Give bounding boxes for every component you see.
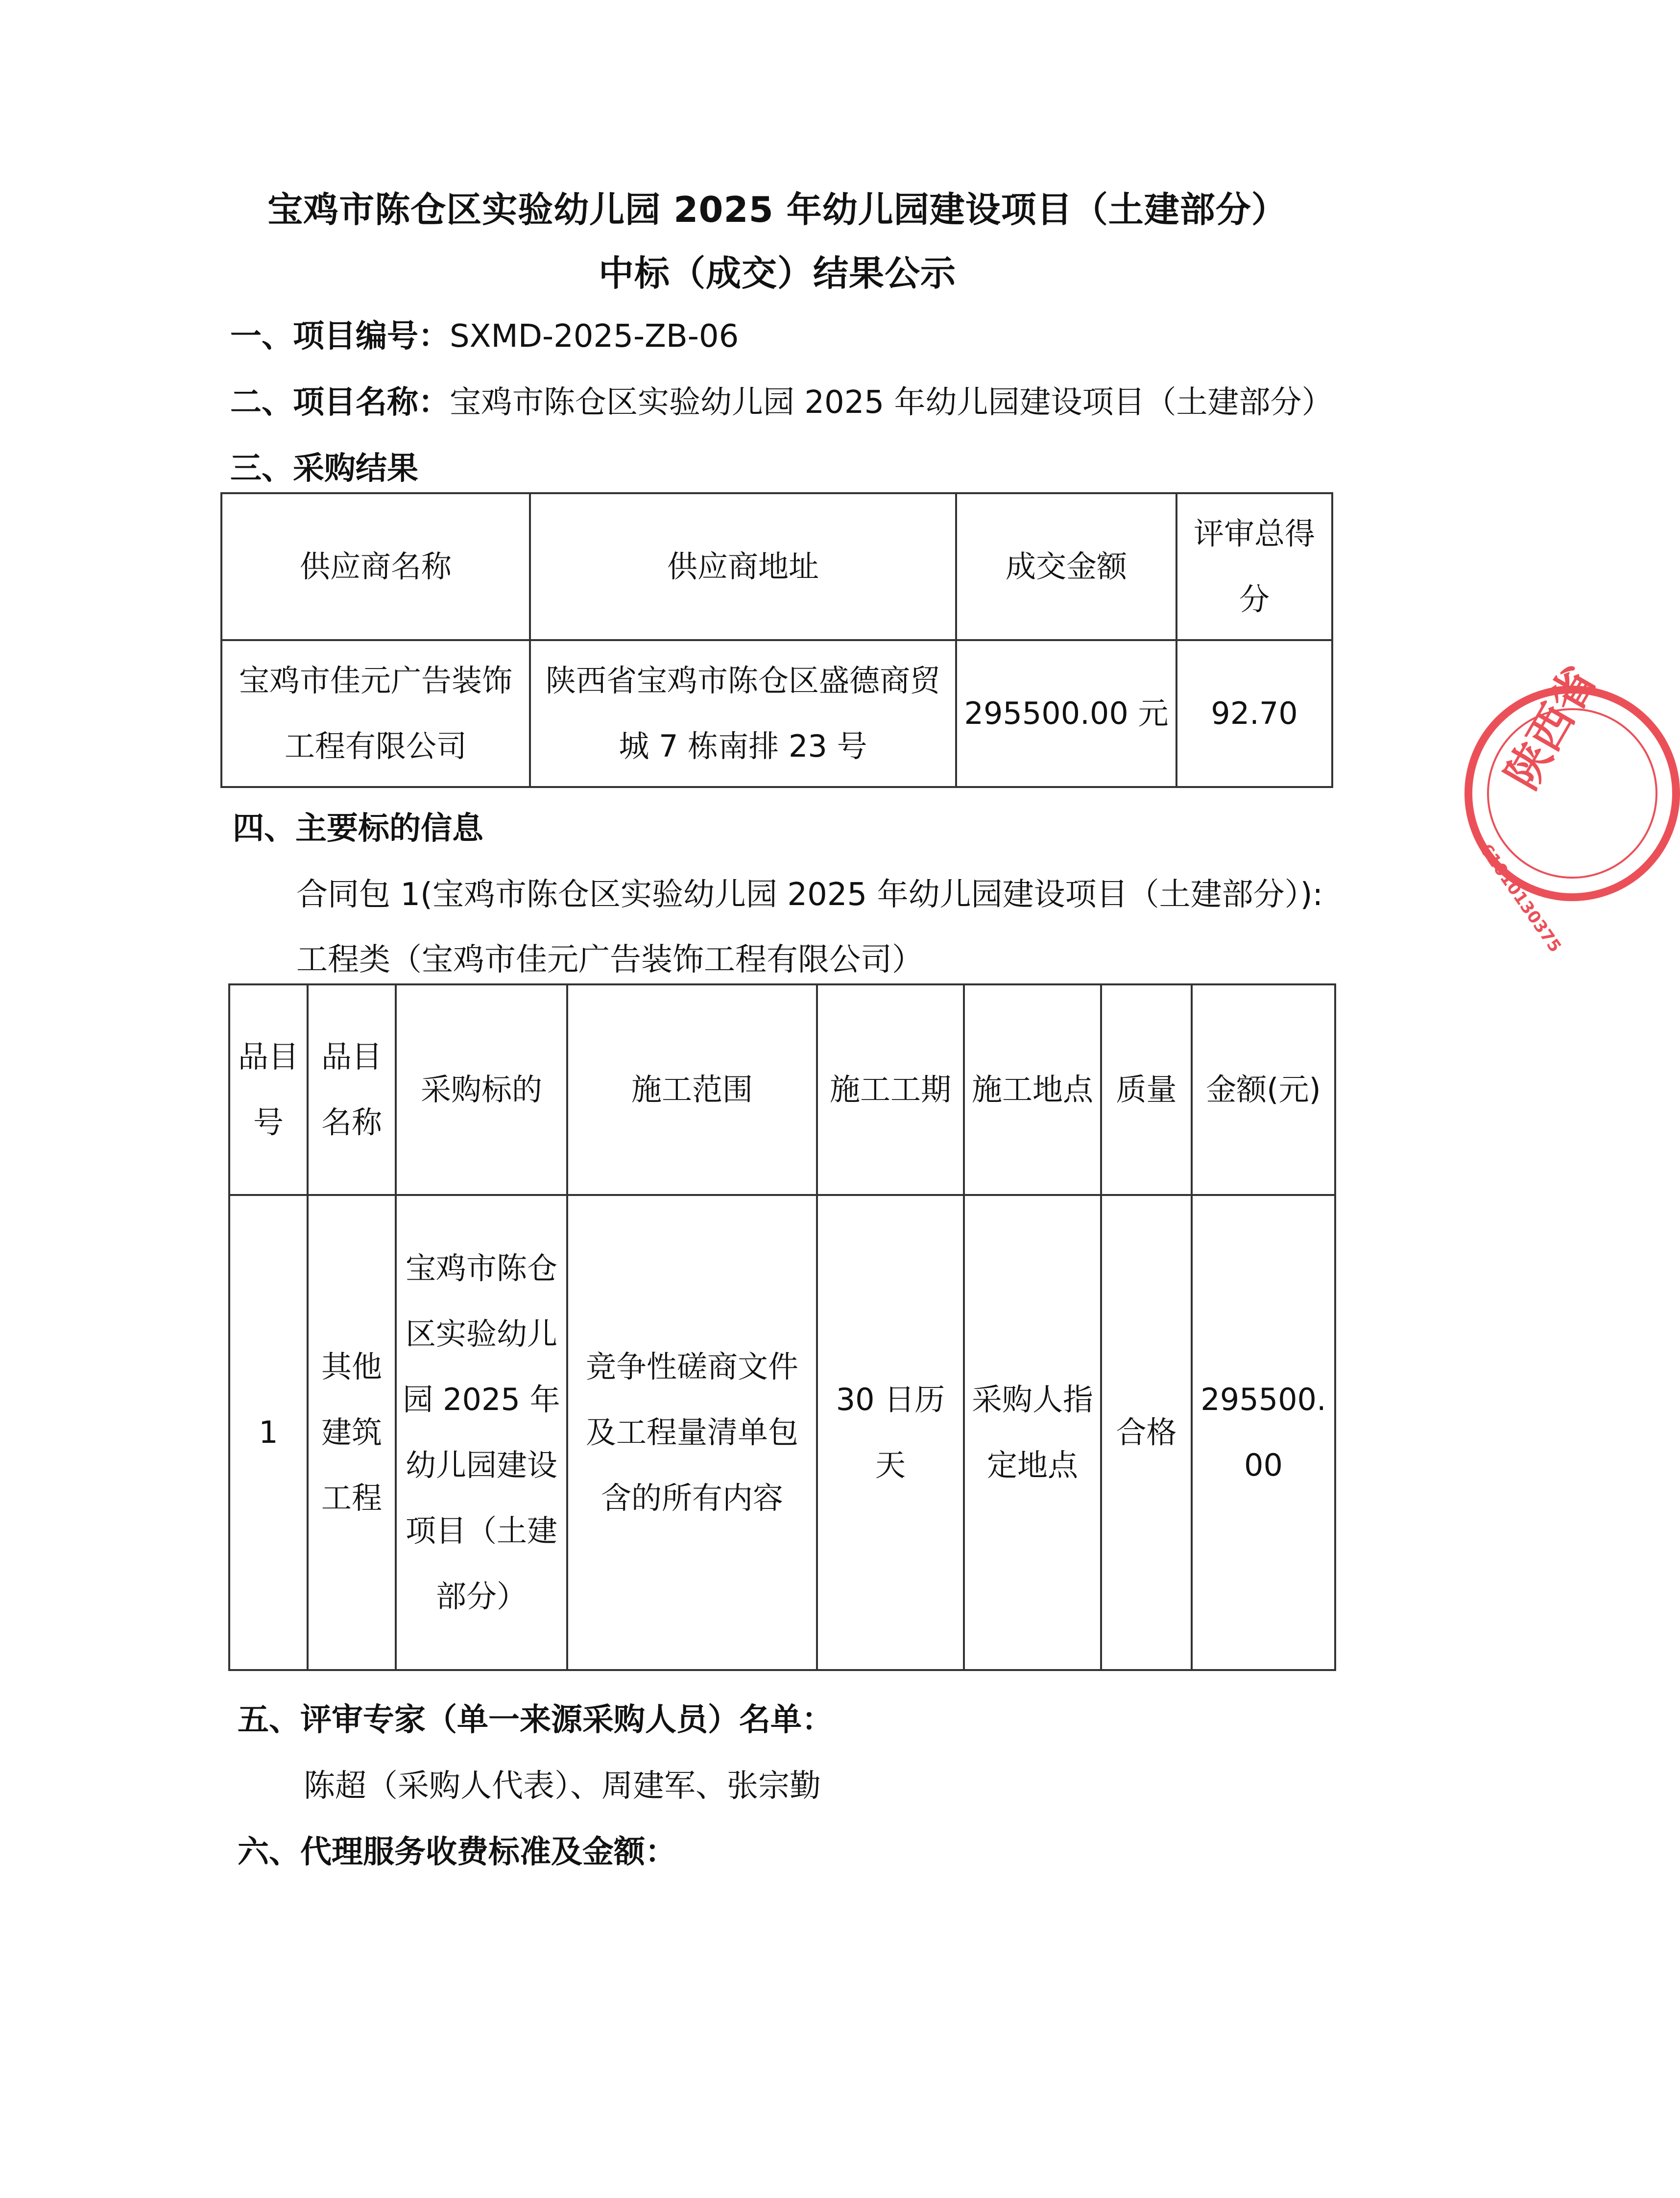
- table-header-row: [221, 493, 1332, 640]
- header-item-number: 品目号: [229, 984, 308, 1195]
- project-number-label: 一、项目编号：: [230, 318, 450, 355]
- header-supplier-address: 供应商地址: [530, 493, 956, 640]
- agency-fee-heading: 六、代理服务收费标准及金额：: [238, 1834, 676, 1870]
- cell-deal-amount: 295500.00 元: [956, 640, 1176, 787]
- cell-construction-scope: 竞争性磋商文件及工程量清单包含的所有内容: [567, 1195, 817, 1670]
- project-number-value: SXMD-2025-ZB-06: [450, 318, 739, 355]
- engineering-type-line: 工程类（宝鸡市佳元广告装饰工程有限公司）: [296, 942, 923, 978]
- header-quality: 质量: [1101, 984, 1192, 1195]
- project-name-value: 宝鸡市陈仓区实验幼儿园 2025 年幼儿园建设项目（土建部分）: [450, 384, 1333, 421]
- cell-supplier-name: 宝鸡市佳元广告装饰工程有限公司: [221, 640, 530, 787]
- contract-package-line: 合同包 1(宝鸡市陈仓区实验幼儿园 2025 年幼儿园建设项目（土建部分）):: [296, 877, 1323, 913]
- header-construction-period: 施工工期: [817, 984, 964, 1195]
- cell-construction-site: 采购人指定地点: [964, 1195, 1101, 1670]
- header-amount: 金额(元): [1192, 984, 1335, 1195]
- cell-construction-period: 30 日历天: [817, 1195, 964, 1670]
- table-row: [229, 1195, 1335, 1670]
- header-supplier-name: 供应商名称: [221, 493, 530, 640]
- official-seal-stamp: [1464, 657, 1680, 956]
- project-name-label: 二、项目名称：: [230, 384, 450, 421]
- document-title: 宝鸡市陈仓区实验幼儿园 2025 年幼儿园建设项目（土建部分）: [267, 189, 1287, 230]
- cell-amount: 295500.00: [1192, 1195, 1335, 1670]
- header-construction-site: 施工地点: [964, 984, 1101, 1195]
- header-deal-amount: 成交金额: [956, 493, 1176, 640]
- procurement-result-heading: 三、采购结果: [230, 451, 418, 487]
- header-construction-scope: 施工范围: [567, 984, 817, 1195]
- header-procurement-subject: 采购标的: [396, 984, 567, 1195]
- cell-quality: 合格: [1101, 1195, 1192, 1670]
- reviewers-list: 陈超（采购人代表）、周建军、张宗勤: [304, 1768, 821, 1804]
- table-row: [221, 640, 1332, 787]
- main-subject-heading: 四、主要标的信息: [233, 811, 483, 847]
- main-subject-table: [228, 983, 1336, 1671]
- procurement-result-table: [220, 492, 1333, 788]
- cell-total-score: 92.70: [1176, 640, 1332, 787]
- header-item-name: 品目名称: [308, 984, 396, 1195]
- cell-procurement-subject: 宝鸡市陈仓区实验幼儿园 2025 年幼儿园建设项目（土建部分）: [396, 1195, 567, 1670]
- table-header-row: [229, 984, 1335, 1195]
- reviewers-heading: 五、评审专家（单一来源采购人员）名单：: [238, 1702, 833, 1738]
- project-name-line: [230, 384, 1333, 421]
- cell-item-number: 1: [229, 1195, 308, 1670]
- cell-supplier-address: 陕西省宝鸡市陈仓区盛德商贸城 7 栋南排 23 号: [530, 640, 956, 787]
- cell-item-name: 其他建筑工程: [308, 1195, 396, 1670]
- document-subtitle: 中标（成交）结果公示: [598, 253, 956, 294]
- seal-text: 陕西省: [1496, 657, 1607, 798]
- header-total-score: 评审总得分: [1176, 493, 1332, 640]
- seal-number: 61010130375: [1476, 840, 1565, 956]
- project-number-line: [230, 318, 739, 355]
